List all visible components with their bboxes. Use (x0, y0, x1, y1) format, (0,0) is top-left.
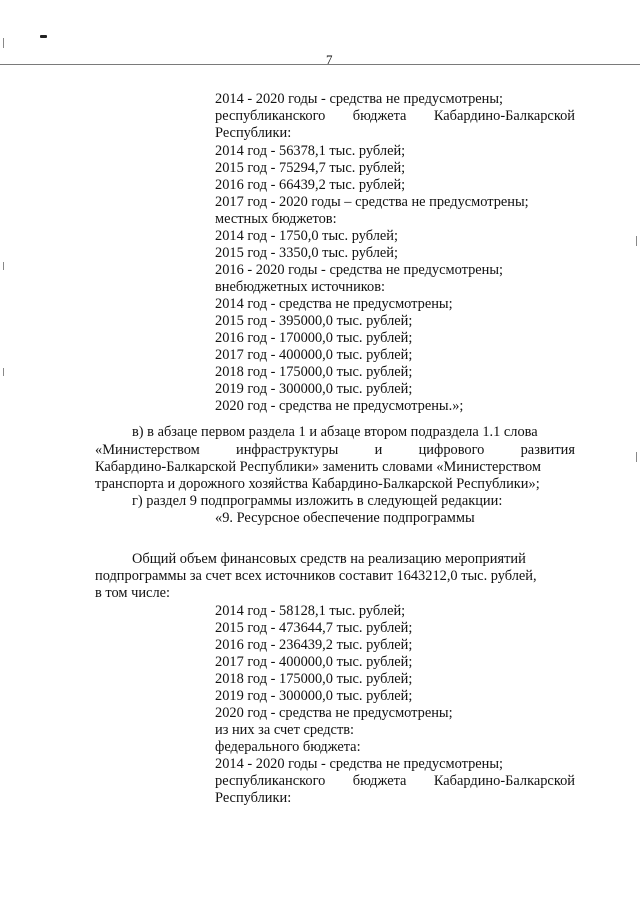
text-line: г) раздел 9 подпрограммы изложить в следующей редакции: (132, 493, 503, 509)
text-line-justified (95, 442, 575, 459)
word: цифрового (418, 442, 485, 458)
text-line: 2017 год - 2020 годы – средства не предусмотрены; (215, 194, 529, 210)
text-line: 2019 год - 300000,0 тыс. рублей; (215, 688, 413, 704)
word: инфраструктуры (236, 442, 339, 458)
text-line: из них за счет средств: (215, 722, 355, 738)
text-line: 2014 год - 58128,1 тыс. рублей; (215, 603, 406, 619)
text-line: внебюджетных источников: (215, 279, 386, 295)
text-line: местных бюджетов: (215, 211, 337, 227)
text-line: Кабардино-Балкарской Республики» заменить словами «Министерством (95, 459, 541, 475)
text-line: 2019 год - 300000,0 тыс. рублей; (215, 381, 413, 397)
text-line: 2014 - 2020 годы - средства не предусмотрены; (215, 91, 504, 107)
page-number: 7 (326, 52, 333, 67)
margin-mark (3, 368, 4, 376)
scan-mark (40, 35, 47, 38)
text-line: 2015 год - 3350,0 тыс. рублей; (215, 245, 398, 261)
word: Кабардино-Балкарской (433, 773, 575, 789)
text-line: 2017 год - 400000,0 тыс. рублей; (215, 347, 413, 363)
text-line: 2017 год - 400000,0 тыс. рублей; (215, 654, 413, 670)
text-line: 2016 год - 66439,2 тыс. рублей; (215, 177, 406, 193)
scan-rule-line (0, 64, 640, 65)
text-line-justified (215, 773, 575, 790)
margin-mark (3, 38, 4, 48)
word: бюджета (352, 773, 407, 789)
text-line: федерального бюджета: (215, 739, 361, 755)
text-line: подпрограммы за счет всех источников составит 1643212,0 тыс. рублей, (95, 568, 537, 584)
text-line-justified (215, 108, 575, 125)
text-line: 2020 год - средства не предусмотрены; (215, 705, 453, 721)
text-line: транспорта и дорожного хозяйства Кабардино-Балкарской Республики»; (95, 476, 540, 492)
text-line: Республики: (215, 790, 292, 806)
text-line: 2014 - 2020 годы - средства не предусмотрены; (215, 756, 504, 772)
word: республиканского (215, 773, 326, 789)
text-line: Общий объем финансовых средств на реализацию мероприятий (132, 551, 526, 567)
text-line: 2018 год - 175000,0 тыс. рублей; (215, 364, 413, 380)
word: бюджета (352, 108, 407, 124)
word: развития (520, 442, 575, 458)
margin-mark (636, 452, 637, 462)
word: «Министерством (95, 442, 200, 458)
text-line: 2015 год - 473644,7 тыс. рублей; (215, 620, 413, 636)
text-line: в) в абзаце первом раздела 1 и абзаце втором подраздела 1.1 слова (132, 424, 538, 440)
word: Кабардино-Балкарской (433, 108, 575, 124)
text-line: 2016 год - 170000,0 тыс. рублей; (215, 330, 413, 346)
text-line: 2020 год - средства не предусмотрены.»; (215, 398, 464, 414)
text-line: 2014 год - 1750,0 тыс. рублей; (215, 228, 398, 244)
text-line: 2014 год - 56378,1 тыс. рублей; (215, 143, 406, 159)
text-line: 2014 год - средства не предусмотрены; (215, 296, 453, 312)
word: республиканского (215, 108, 326, 124)
text-line: 2016 - 2020 годы - средства не предусмотрены; (215, 262, 504, 278)
text-line: 2015 год - 75294,7 тыс. рублей; (215, 160, 406, 176)
word: и (374, 442, 383, 458)
text-line: в том числе: (95, 585, 171, 601)
text-line: 2015 год - 395000,0 тыс. рублей; (215, 313, 413, 329)
text-line: 2018 год - 175000,0 тыс. рублей; (215, 671, 413, 687)
text-line: Республики: (215, 125, 292, 141)
margin-mark (3, 262, 4, 270)
margin-mark (636, 236, 637, 246)
section-heading: «9. Ресурсное обеспечение подпрограммы (215, 510, 475, 526)
text-line: 2016 год - 236439,2 тыс. рублей; (215, 637, 413, 653)
